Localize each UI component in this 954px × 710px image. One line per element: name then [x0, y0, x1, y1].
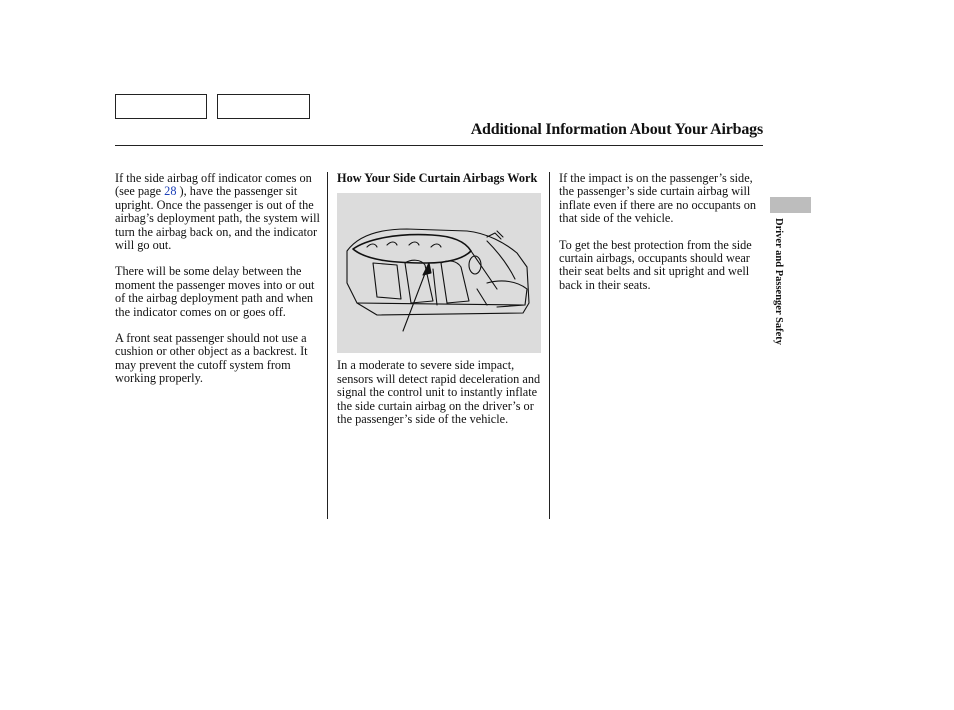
page-link[interactable]: 28	[164, 184, 177, 199]
car-interior-icon	[337, 193, 541, 353]
text-column-3	[559, 172, 765, 305]
paragraph-passenger-side: If the impact is on the passenger’s side, the passenger’s side curtain airbag will inflate even if there are no occupants on that side of the vehicle.	[559, 171, 757, 226]
text-column-1	[115, 172, 321, 399]
paragraph-delay: There will be some delay between the moment the passenger moves into or out of the airbag deployment path and when the indicator comes on or goes off.	[115, 264, 315, 319]
index-button[interactable]	[217, 94, 310, 119]
side-curtain-airbag-illustration	[337, 193, 541, 353]
paragraph-best-protection: To get the best protection from the side curtain airbags, occupants should wear their seat belts and sit upright and well back in their seats.	[559, 237, 752, 292]
column-divider	[327, 172, 328, 519]
paragraph-text: If the side airbag off indicator comes on (see page	[115, 171, 312, 199]
section-label: Driver and Passenger Safety	[773, 218, 784, 346]
main-menu-button[interactable]	[115, 94, 207, 119]
section-tab[interactable]	[770, 197, 811, 213]
text-column-2	[337, 172, 543, 439]
section-heading: How Your Side Curtain Airbags Work	[337, 171, 538, 185]
page-title: Additional Information About Your Airbags	[470, 121, 763, 138]
paragraph-indicator	[115, 172, 321, 252]
column-divider	[549, 172, 550, 519]
paragraph-text: ), have the passenger sit upright. Once the passenger is out of the airbag’s deployment path, the system will turn the airbag back on, and the indicator will go out.	[115, 184, 320, 253]
paragraph-side-impact: In a moderate to severe side impact, sensors will detect rapid deceleration and signal the control unit to instantly inflate the side curtain airbag on the driver’s or the passenger’s side of the vehicle.	[337, 358, 541, 427]
paragraph-cushion: A front seat passenger should not use a cushion or other object as a backrest. It may prevent the cutoff system from working properly.	[115, 331, 308, 386]
header-divider	[115, 145, 763, 146]
